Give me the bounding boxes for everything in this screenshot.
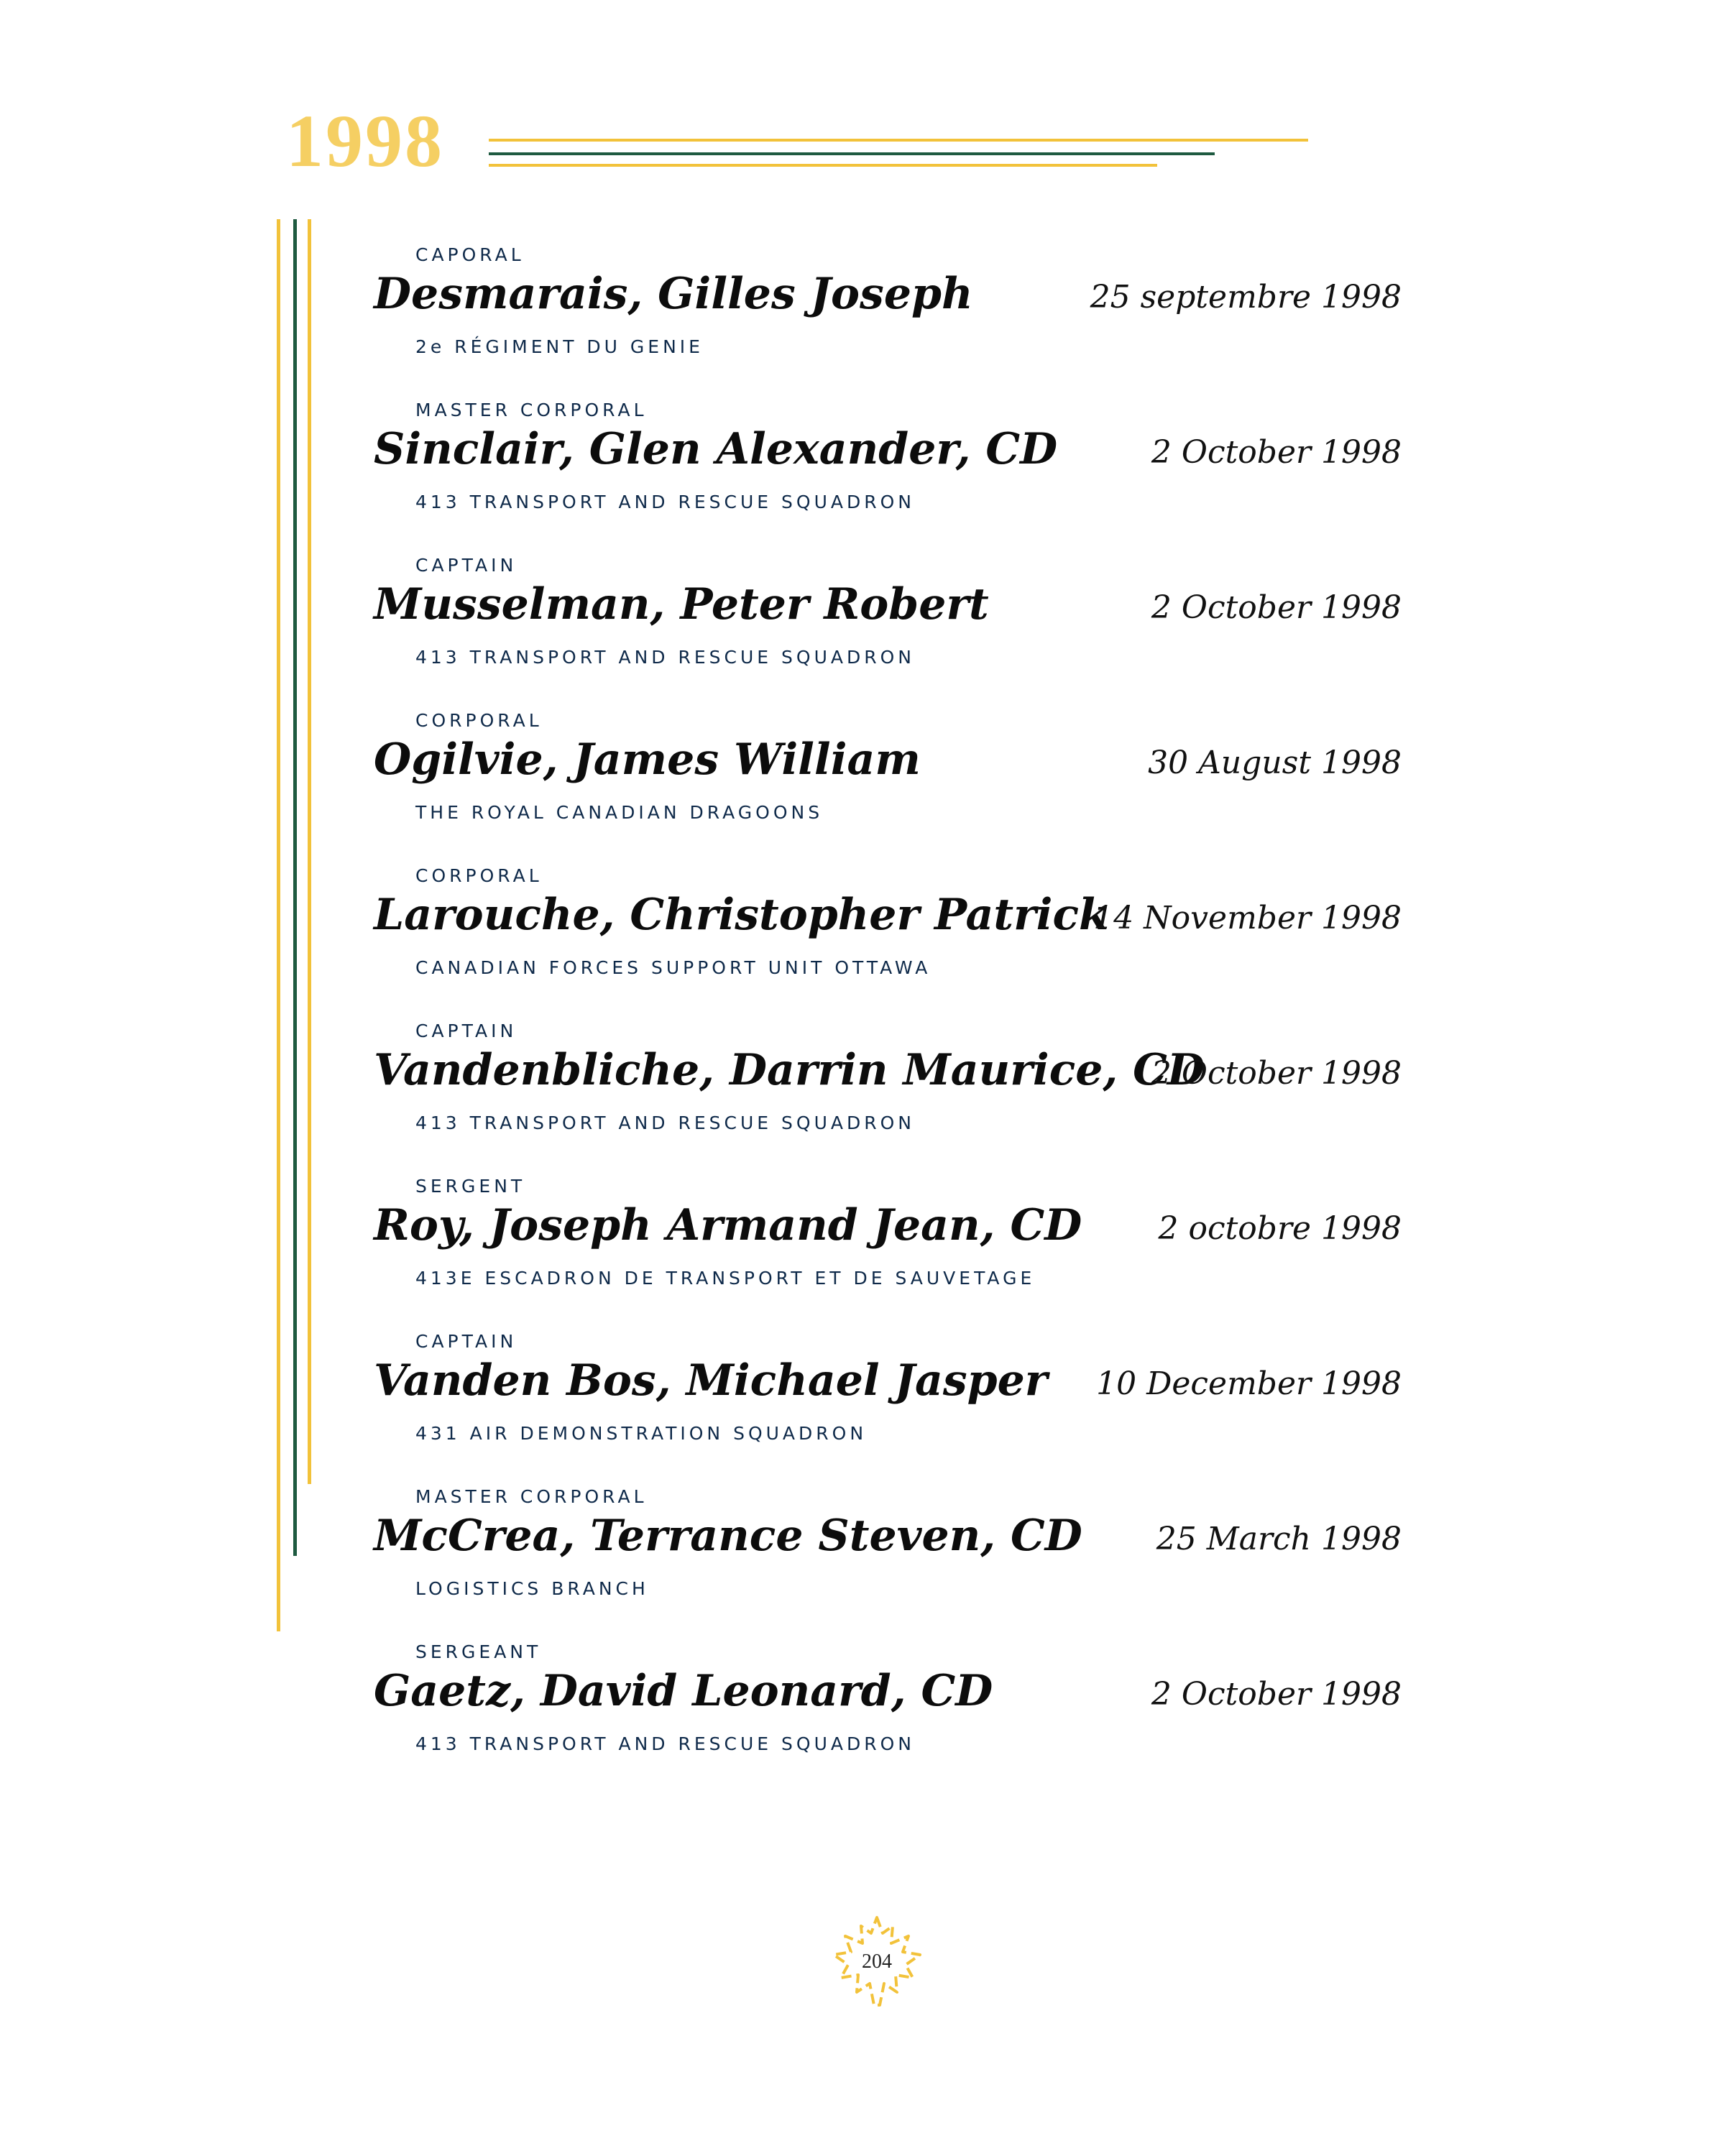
- entry-rank: MASTER CORPORAL: [415, 1486, 648, 1507]
- entry-rank: MASTER CORPORAL: [415, 400, 648, 420]
- entry-rank: CAPTAIN: [415, 555, 518, 576]
- entry-unit: THE ROYAL CANADIAN DRAGOONS: [415, 802, 824, 823]
- entry-date: 2 octobre 1998: [1158, 1210, 1402, 1247]
- memorial-entry: [374, 1486, 1402, 1630]
- memorial-entry: [374, 1331, 1402, 1475]
- entry-unit: 413 TRANSPORT AND RESCUE SQUADRON: [415, 1112, 915, 1133]
- entry-date: 2 October 1998: [1151, 589, 1402, 626]
- entry-rank: CAPTAIN: [415, 1021, 518, 1041]
- entry-name: Gaetz, David Leonard, CD: [374, 1666, 993, 1716]
- side-rule-gold-right: [308, 219, 311, 1484]
- entry-unit: LOGISTICS BRANCH: [415, 1578, 649, 1599]
- side-rule-gold-left: [277, 219, 280, 1631]
- entry-rank: CAPTAIN: [415, 1331, 518, 1352]
- entry-date: 14 November 1998: [1093, 900, 1402, 936]
- entry-unit: 413E ESCADRON DE TRANSPORT ET DE SAUVETAGE: [415, 1268, 1036, 1289]
- entry-unit: 413 TRANSPORT AND RESCUE SQUADRON: [415, 492, 915, 512]
- memorial-entry: [374, 710, 1402, 854]
- entry-date: 10 December 1998: [1096, 1365, 1402, 1402]
- entry-name: Roy, Joseph Armand Jean, CD: [374, 1200, 1082, 1250]
- entry-date: 2 October 1998: [1151, 434, 1402, 471]
- entry-unit: 431 AIR DEMONSTRATION SQUADRON: [415, 1423, 868, 1444]
- entry-date: 2 October 1998: [1151, 1055, 1402, 1092]
- entry-name: McCrea, Terrance Steven, CD: [374, 1511, 1082, 1561]
- entry-unit: 413 TRANSPORT AND RESCUE SQUADRON: [415, 647, 915, 668]
- memorial-entry: [374, 865, 1402, 1009]
- entry-date: 2 October 1998: [1151, 1676, 1402, 1713]
- entry-rank: CORPORAL: [415, 710, 543, 731]
- header-rule-gold-bottom: [489, 164, 1157, 167]
- memorial-entry: [374, 1176, 1402, 1319]
- memorial-entry: [374, 244, 1402, 388]
- entry-date: 30 August 1998: [1148, 745, 1402, 781]
- entry-rank: SERGENT: [415, 1176, 526, 1197]
- page-number: 204: [862, 1950, 892, 1973]
- memorial-entry: [374, 1641, 1402, 1785]
- memorial-entry: [374, 1021, 1402, 1164]
- entry-rank: SERGEANT: [415, 1641, 542, 1662]
- memorial-entry: [374, 400, 1402, 543]
- entry-rank: CORPORAL: [415, 865, 543, 886]
- memorial-entry: [374, 555, 1402, 699]
- entry-name: Vandenbliche, Darrin Maurice, CD: [374, 1045, 1205, 1095]
- entry-name: Sinclair, Glen Alexander, CD: [374, 424, 1058, 474]
- entry-rank: CAPORAL: [415, 244, 525, 265]
- year-heading: 1998: [286, 100, 444, 183]
- entry-unit: 2e RÉGIMENT DU GENIE: [415, 336, 704, 357]
- entry-date: 25 March 1998: [1156, 1521, 1402, 1557]
- entry-name: Musselman, Peter Robert: [374, 579, 989, 630]
- entry-name: Vanden Bos, Michael Jasper: [374, 1355, 1048, 1406]
- entry-name: Larouche, Christopher Patrick: [374, 890, 1109, 940]
- header-rule-gold-top: [489, 139, 1308, 142]
- entry-unit: 413 TRANSPORT AND RESCUE SQUADRON: [415, 1733, 915, 1754]
- side-rule-green: [293, 219, 297, 1556]
- entry-name: Ogilvie, James William: [374, 734, 921, 785]
- entry-unit: CANADIAN FORCES SUPPORT UNIT OTTAWA: [415, 957, 932, 978]
- entry-date: 25 septembre 1998: [1090, 279, 1402, 315]
- entry-name: Desmarais, Gilles Joseph: [374, 269, 973, 319]
- header-rule-green: [489, 152, 1215, 155]
